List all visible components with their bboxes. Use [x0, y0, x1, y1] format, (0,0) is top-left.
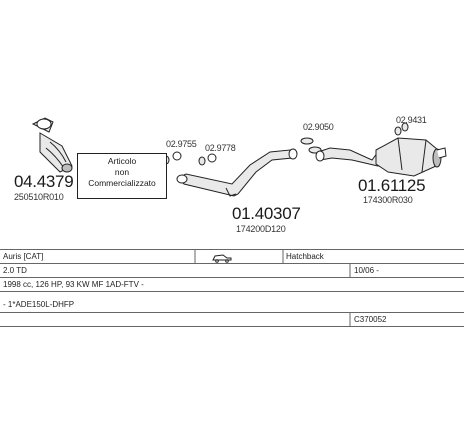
table-bottom-border	[0, 326, 464, 327]
front-pipe-oe-number: 174200D120	[236, 224, 286, 234]
table-row-border	[0, 312, 464, 313]
catalyst-oe-number: 250510R010	[14, 192, 64, 202]
not-sold-line-2: non	[114, 167, 130, 177]
not-sold-box	[77, 153, 167, 199]
vehicle-engine: 2.0 TD	[3, 266, 27, 275]
car-body-icon	[213, 255, 231, 262]
catalog-number: C370052	[354, 315, 387, 324]
rear-silencer-shape	[316, 138, 446, 176]
rear-silencer-oe-number: 174300R030	[363, 195, 413, 205]
ref-clamp-1: 02.9755	[166, 139, 197, 149]
vehicle-body-type: Hatchback	[286, 252, 324, 261]
front-pipe-shape	[177, 149, 297, 196]
table-top-border	[0, 249, 464, 250]
table-row-border	[0, 291, 464, 292]
not-sold-line-1: Articolo	[107, 156, 137, 166]
not-sold-line-3: Commercializzato	[88, 178, 156, 188]
table-row-border	[0, 277, 464, 278]
vehicle-engine-spec: 1998 cc, 126 HP, 93 KW MF 1AD-FTV -	[3, 280, 144, 289]
table-row-border	[0, 263, 464, 264]
vehicle-chassis-code: - 1*ADE150L-DHFP	[3, 300, 75, 309]
catalytic-converter-shape	[33, 118, 72, 172]
catalyst-code: 04.4379	[14, 172, 74, 191]
vehicle-date-range: 10/06 -	[354, 266, 379, 275]
ref-clamp-2: 02.9778	[205, 143, 236, 153]
ref-clamp-4: 02.9431	[396, 115, 427, 125]
vehicle-model: Auris [CAT]	[3, 252, 44, 261]
front-pipe-code: 01.40307	[232, 204, 301, 223]
ref-clamp-3: 02.9050	[303, 122, 334, 132]
rear-silencer-code: 01.61125	[358, 176, 426, 195]
